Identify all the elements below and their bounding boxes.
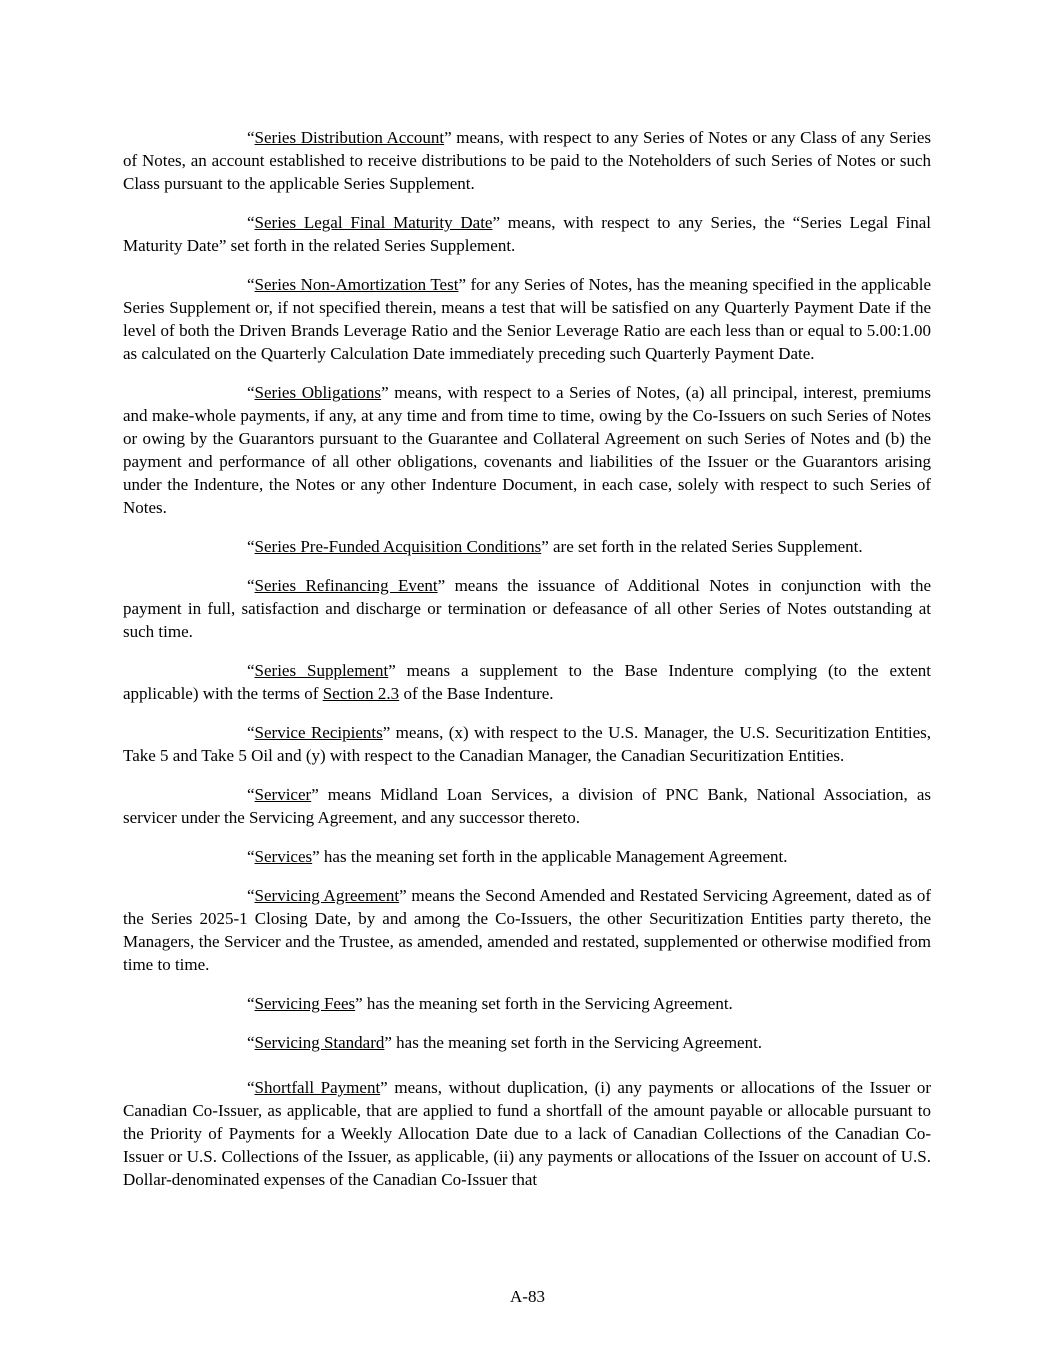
definitions-content [123, 126, 931, 1191]
definition-paragraph [123, 992, 931, 1015]
paragraph-text: ” means a supplement to the Base Indenture complying (to the extent applicable) with the terms of [123, 661, 931, 703]
paragraph-text: ” has the meaning set forth in the Servicing Agreement. [384, 1033, 763, 1052]
defined-term: Series Refinancing Event [254, 576, 438, 595]
paragraph-text: ” means Midland Loan Services, a division of PNC Bank, National Association, as servicer under the Servicing Agreement, and any successor thereto. [123, 785, 931, 827]
definition-paragraph [123, 1031, 931, 1054]
paragraph-text: ” has the meaning set forth in the applicable Management Agreement. [312, 847, 788, 866]
paragraph-text: “ [247, 886, 255, 905]
defined-term: Series Legal Final Maturity Date [254, 213, 493, 232]
definition-paragraph [123, 1076, 931, 1191]
defined-term: Servicing Standard [254, 1033, 385, 1052]
paragraph-text: “ [247, 1078, 255, 1097]
paragraph-text: ” means, with respect to a Series of Notes, (a) all principal, interest, premiums and make-whole payments, if any, at any time and from time to time, owing by the Co-Issuers on such Series of Notes or owing by the Guarantors pursuant to the Guarantee and Collateral Agreement on such Series of Notes and (b) the payment and performance of all other obligations, covenants and liabilities of the Issuer or the Guarantors arising under the Indenture, the Notes or any other Indenture Document, in each case, solely with respect to such Series of Notes. [123, 383, 931, 517]
definition-paragraph [123, 845, 931, 868]
paragraph-text: ” means the issuance of Additional Notes in conjunction with the payment in full, satisfaction and discharge or termination or defeasance of all other Series of Notes outstanding at such time. [123, 576, 931, 641]
defined-term: Servicer [254, 785, 312, 804]
definition-paragraph [123, 381, 931, 519]
defined-term: Section 2.3 [322, 684, 400, 703]
paragraph-text: “ [247, 537, 255, 556]
defined-term: Servicing Fees [254, 994, 356, 1013]
paragraph-text: “ [247, 847, 255, 866]
page-number: A-83 [510, 1287, 545, 1306]
defined-term: Services [254, 847, 313, 866]
paragraph-text: “ [247, 994, 255, 1013]
paragraph-text: ” means, without duplication, (i) any payments or allocations of the Issuer or Canadian Co-Issuer, as applicable, that are applied to fund a shortfall of the amount payable or allocable pursuant to the Priority of Payments for a Weekly Allocation Date due to a lack of Canadian Collections of the Canadian Co-Issuer or U.S. Collections of the Issuer, as applicable, (ii) any payments or allocations of the Issuer on account of U.S. Dollar-denominated expenses of the Canadian Co-Issuer that [123, 1078, 931, 1189]
paragraph-text: “ [247, 785, 255, 804]
definition-paragraph [123, 535, 931, 558]
definition-paragraph [123, 659, 931, 705]
paragraph-text: “ [247, 661, 255, 680]
paragraph-text: ” are set forth in the related Series Supplement. [541, 537, 863, 556]
defined-term: Shortfall Payment [254, 1078, 381, 1097]
paragraph-text: “ [247, 128, 255, 147]
paragraph-text: “ [247, 213, 255, 232]
paragraph-text: ” means, (x) with respect to the U.S. Manager, the U.S. Securitization Entities, Take 5 and Take 5 Oil and (y) with respect to the Canadian Manager, the Canadian Securitization Entities. [123, 723, 931, 765]
paragraph-text: ” has the meaning set forth in the Servicing Agreement. [355, 994, 733, 1013]
definition-paragraph [123, 273, 931, 365]
defined-term: Series Distribution Account [254, 128, 445, 147]
paragraph-text: “ [247, 1033, 255, 1052]
paragraph-text: “ [247, 576, 255, 595]
paragraph-text: ” means, with respect to any Series of Notes or any Class of any Series of Notes, an account established to receive distributions to be paid to the Noteholders of such Series of Notes or such Class pursuant to the applicable Series Supplement. [123, 128, 931, 193]
defined-term: Series Supplement [254, 661, 389, 680]
definition-paragraph [123, 884, 931, 976]
paragraph-text: ” means the Second Amended and Restated Servicing Agreement, dated as of the Series 2025-1 Closing Date, by and among the Co-Issuers, the other Securitization Entities party thereto, the Managers, the Servicer and the Trustee, as amended, amended and restated, supplemented or otherwise modified from time to time. [123, 886, 931, 974]
defined-term: Series Obligations [254, 383, 382, 402]
defined-term: Servicing Agreement [254, 886, 400, 905]
definition-paragraph [123, 574, 931, 643]
paragraph-text: “ [247, 383, 255, 402]
defined-term: Series Non-Amortization Test [254, 275, 459, 294]
paragraph-text: “ [247, 275, 255, 294]
paragraph-text: ” for any Series of Notes, has the meaning specified in the applicable Series Supplement or, if not specified therein, means a test that will be satisfied on any Quarterly Payment Date if the level of both the Driven Brands Leverage Ratio and the Senior Leverage Ratio are each less than or equal to 5.00:1.00 as calculated on the Quarterly Calculation Date immediately preceding such Quarterly Payment Date. [123, 275, 932, 363]
paragraph-text: of the Base Indenture. [399, 684, 554, 703]
definition-paragraph [123, 211, 931, 257]
defined-term: Series Pre-Funded Acquisition Conditions [254, 537, 542, 556]
defined-term: Service Recipients [254, 723, 383, 742]
definition-paragraph [123, 721, 931, 767]
paragraph-text: ” means, with respect to any Series, the “Series Legal Final Maturity Date” set forth in the related Series Supplement. [123, 213, 931, 255]
paragraph-text: “ [247, 723, 255, 742]
definition-paragraph [123, 783, 931, 829]
definition-paragraph [123, 126, 931, 195]
